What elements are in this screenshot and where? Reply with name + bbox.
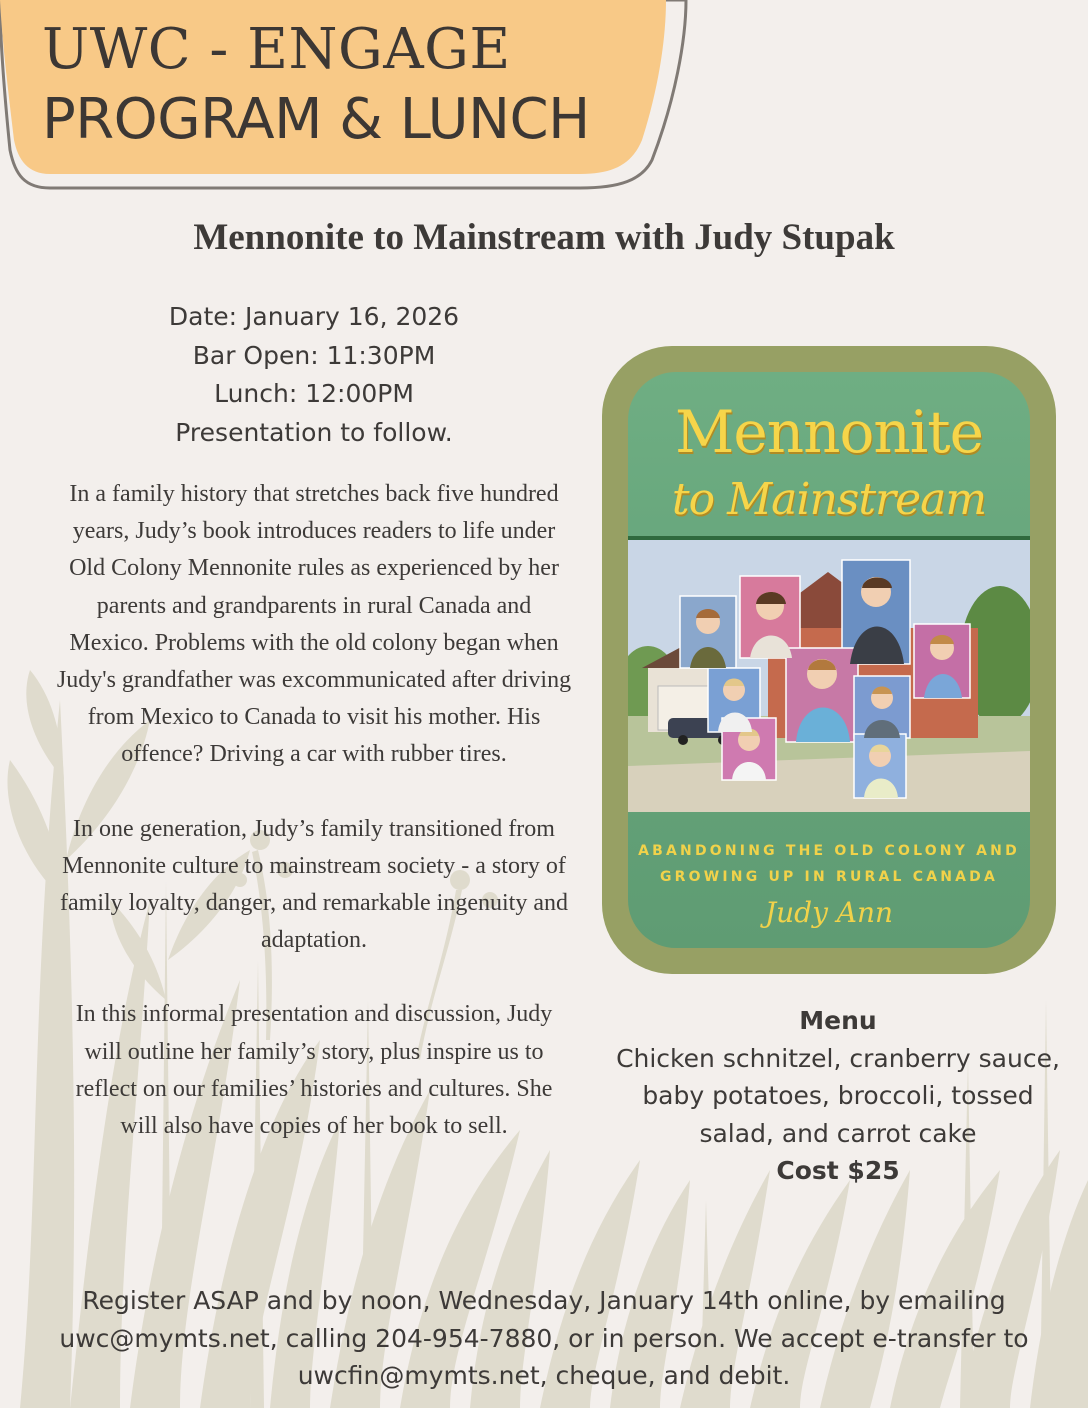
event-details — [114, 298, 514, 452]
book-tagline-line1: ABANDONING THE OLD COLONY AND — [638, 843, 1020, 859]
book-title-line2: to Mainstream — [671, 474, 987, 525]
description-paragraph-2: In one generation, Judy’s family transitioned from Mennonite culture to mainstream society - a story of family loyalty, danger, and remarkable ingenuity and adaptation. — [60, 815, 568, 954]
header-title-line2: PROGRAM & LUNCH — [42, 87, 590, 152]
menu-heading: Menu — [799, 1006, 877, 1035]
description-paragraph-1: In a family history that stretches back five hundred years, Judy’s book introduces readers to life under Old Colony Mennonite rules as experienced by her parents and grandparents in rural Canada and Mexico. Problems with the old colony began when Judy's grandfather was excommunicated after driving from Mexico to Canada to visit his mother. His offence? Driving a car with rubber tires. — [56, 481, 572, 768]
menu-cost: Cost $25 — [776, 1156, 900, 1185]
event-date: Date: January 16, 2026 — [168, 302, 460, 331]
book-author: Judy Ann — [764, 896, 894, 929]
registration-info: Register ASAP and by noon, Wednesday, January 14th online, by emailing uwc@mymts.net, calling 204-954-7880, or in person. We accept e-transfer to uwcfin@mymts.net, cheque, and debit. — [59, 1286, 1029, 1390]
event-lunch-time: Lunch: 12:00PM — [214, 379, 414, 408]
book-tagline-line2: GROWING UP IN RURAL CANADA — [659, 869, 999, 885]
book-cover-illustration — [628, 536, 1030, 812]
book-tagline — [628, 838, 1030, 890]
lunch-menu — [608, 1002, 1068, 1190]
book-title-line1: Mennonite — [675, 398, 983, 466]
description-paragraph-3: In this informal presentation and discussion, Judy will outline her family’s story, plus inspire us to reflect on our families’ histories and cultures. She will also have copies of her book to sell. — [75, 1001, 553, 1140]
event-subtitle: Mennonite to Mainstream with Judy Stupak — [193, 217, 895, 258]
event-description — [56, 476, 572, 1182]
book-cover — [628, 372, 1030, 948]
event-bar-open: Bar Open: 11:30PM — [192, 340, 436, 370]
event-presentation-note: Presentation to follow. — [175, 417, 453, 447]
header-title — [42, 17, 590, 152]
book-cover-frame — [602, 346, 1056, 974]
menu-items: Chicken schnitzel, cranberry sauce, baby potatoes, broccoli, tossed salad, and carrot cake — [616, 1043, 1060, 1148]
header-title-line1: UWC - ENGAGE — [42, 17, 511, 82]
